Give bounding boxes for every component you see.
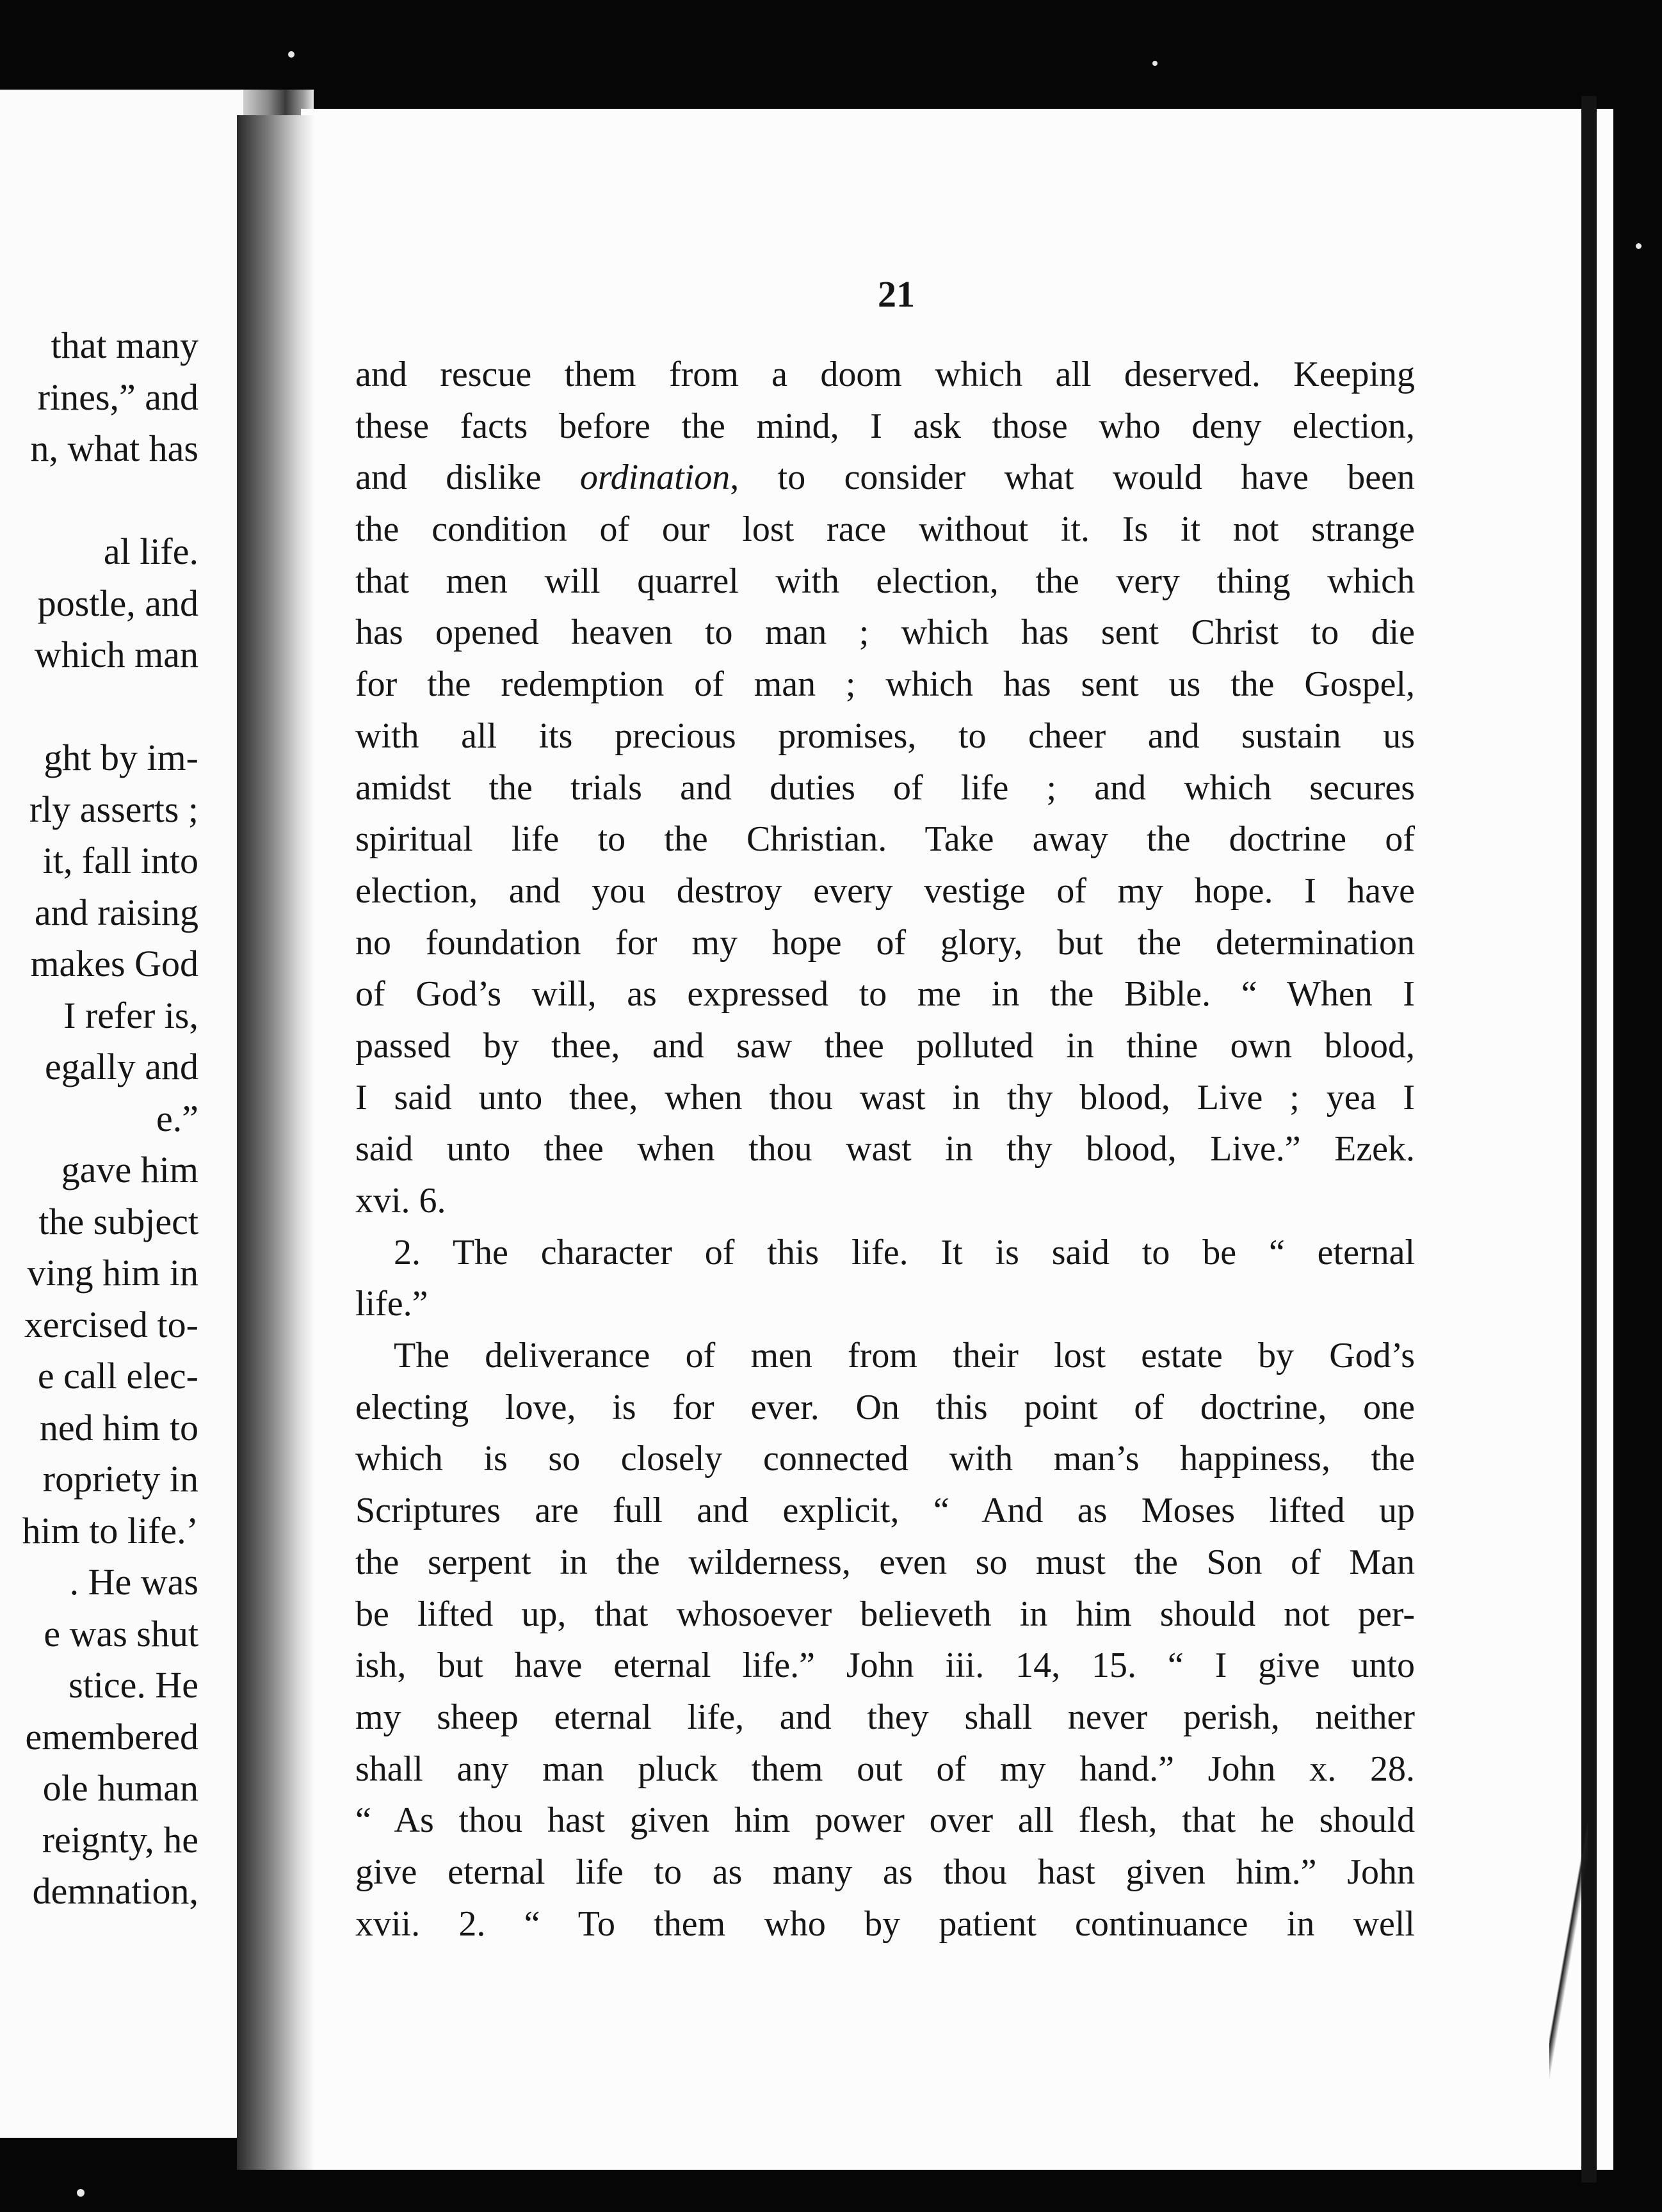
left-page-line: ght by im- [44,737,198,778]
body-text-line: life.” [355,1284,428,1324]
body-text-line: no foundation for my hope of glory, but the determination [355,922,1415,963]
page-number: 21 [878,273,915,315]
body-text-line: 2. The character of this life. It is said to be “ eternal [394,1232,1415,1272]
body-text-line: the serpent in the wilderness, even so must the Son of Man [355,1542,1415,1582]
body-text-line: said unto thee when thou wast in thy blood, Live.” Ezek. [355,1129,1415,1169]
left-page-line: emembered [25,1715,198,1758]
left-page-line: postle, and [37,582,198,624]
scan-speck [77,2189,85,2197]
body-text-line: xvi. 6. [355,1181,446,1221]
left-page-line: ned him to [39,1406,198,1448]
left-page-line: rines,” and [37,376,198,418]
left-page-line: xercised to- [24,1303,198,1345]
body-text-line: for the redemption of man ; which has sent us the Gospel, [355,664,1415,705]
left-page-line: I refer is, [63,994,198,1036]
left-page-line: egally and [45,1046,198,1087]
body-text-line: passed by thee, and saw thee polluted in thine own blood, [355,1025,1415,1066]
body-text-line: and dislike ordination, to consider what would have been [355,458,1415,498]
left-page-line: ropriety in [42,1458,198,1500]
scan-speck [1152,61,1158,66]
body-text-line: be lifted up, that whosoever believeth in him should not per- [355,1594,1415,1634]
body-text-line: which is so closely connected with man’s happiness, the [355,1439,1415,1479]
body-text-line: xvii. 2. “ To them who by patient continuance in well [355,1903,1415,1944]
left-page-text [0,320,198,1918]
scan-speck [288,51,294,58]
body-text-line: give eternal life to as many as thou hast given him.” John [355,1852,1415,1892]
left-page-line: reignty, he [42,1818,198,1861]
left-page-line: that many [51,325,198,366]
body-text-line: “ As thou hast given him power over all flesh, that he should [355,1800,1415,1841]
body-text-line: the condition of our lost race without it. Is it not strange [355,509,1415,550]
left-page-line: and raising [34,891,198,933]
body-text-line: Scriptures are full and explicit, “ And as Moses lifted up [355,1491,1415,1531]
left-page-line: n, what has [30,428,198,469]
body-text-line: these facts before the mind, I ask those who deny election, [355,406,1415,446]
body-text-line: and rescue them from a doom which all deserved. Keeping [355,355,1415,394]
left-page-line: which man [34,634,198,675]
scan-speck [1636,243,1642,249]
body-text-line: electing love, is for ever. On this point of doctrine, one [355,1387,1415,1427]
body-text-line: that men will quarrel with election, the very thing which [355,561,1415,601]
left-page-line: e call elec- [37,1355,198,1397]
left-page-line: gave him [61,1149,198,1190]
left-page-line: rly asserts ; [29,788,198,830]
left-page-line: e was shut [44,1612,198,1655]
body-text-line: has opened heaven to man ; which has sent Christ to die [355,613,1415,653]
page-fold-shadow [237,115,314,2170]
left-page-line: . He was [69,1561,198,1603]
body-text-line: The deliverance of men from their lost estate by God’s [394,1336,1415,1376]
body-text-line: shall any man pluck them out of my hand.” John x. 28. [355,1749,1415,1789]
left-page-line: demnation, [32,1870,198,1912]
left-page-line: it, fall into [42,840,198,881]
body-text-line: spiritual life to the Christian. Take away the doctrine of [355,819,1415,860]
left-page-line: makes God [30,943,198,984]
left-page-line: the subject [38,1200,198,1242]
left-page-line [0,681,198,733]
body-text-line: of God’s will, as expressed to me in the Bible. “ When I [355,974,1415,1014]
left-page-line: al life. [103,531,198,572]
body-text-line: I said unto thee, when thou wast in thy blood, Live ; yea I [355,1077,1415,1118]
italic-word: ordination [579,458,730,498]
page-corner-curl [1549,1805,1588,2163]
page-body-text [355,349,1415,1950]
left-page-line: e.” [156,1097,198,1139]
left-page-line [0,475,198,527]
left-page [0,90,262,2138]
left-page-line: stice. He [69,1664,198,1706]
body-text-line: election, and you destroy every vestige of my hope. I have [355,870,1415,911]
body-text-line: with all its precious promises, to cheer and sustain us [355,716,1415,756]
body-text-line: ish, but have eternal life.” John iii. 14, 15. “ I give unto [355,1646,1415,1686]
left-page-line: ving him in [27,1252,198,1294]
body-text-line: amidst the trials and duties of life ; and which secures [355,767,1415,808]
body-text-line: my sheep eternal life, and they shall never perish, neither [355,1697,1415,1737]
left-page-line: ole human [42,1767,198,1809]
left-page-line: him to life.’ [22,1509,198,1551]
